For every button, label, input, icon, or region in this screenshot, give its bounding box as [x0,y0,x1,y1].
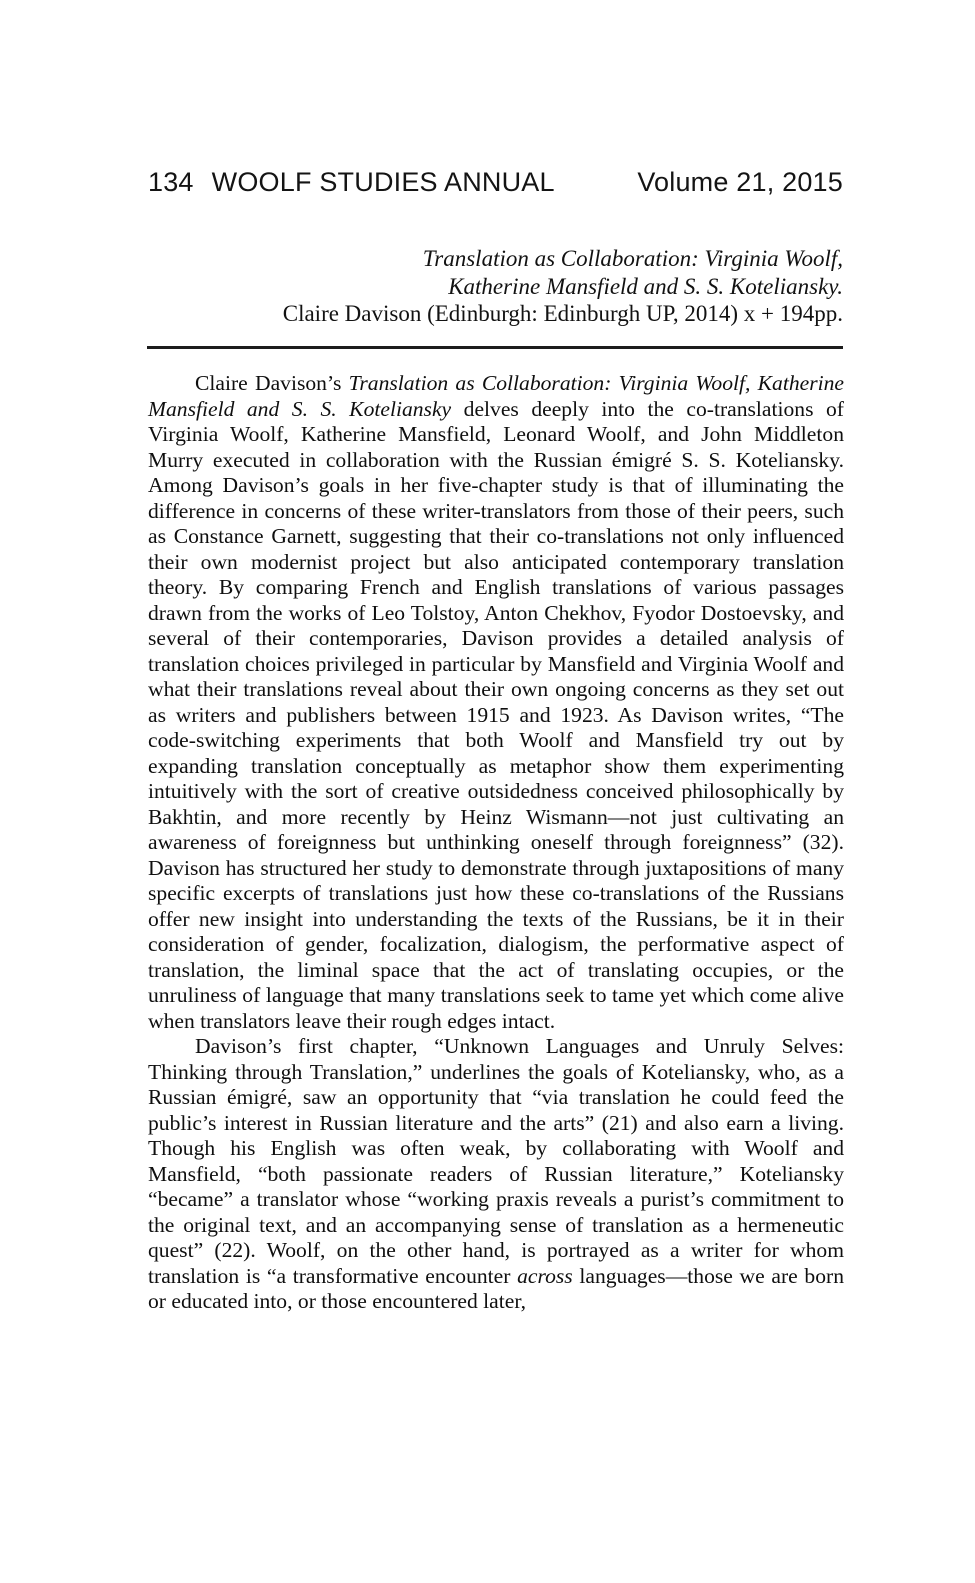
running-header-left [148,167,555,198]
page-number: 134 [148,167,194,197]
review-paragraph-2: Davison’s first chapter, “Unknown Languages and Unruly Selves: Thinking through Translation,” underlines the goals of Koteliansky, who, as a Russian émigré, saw an opportunity that “via translation he could feed the public’s interest in Russian literature and the arts” (21) and also earn a living. Though his English was often weak, by collaborating with Woolf and Mansfield, “both passionate readers of Russian literature,” Koteliansky “became” a translator whose “working praxis reveals a purist’s commitment to the original text, and an accompanying sense of translation as a hermeneutic quest” (22). Woolf, on the other hand, is portrayed as a writer for whom translation is “a transformative encounter across languages—those we are born or educated into, or those encountered later, [148,1034,845,1313]
review-paragraph-1: Claire Davison’s Translation as Collaboration: Virginia Woolf, Katherine Mansfield and S. S. Koteliansky delves deeply into the co-translations of Virginia Woolf, Katherine Mansfield, Leonard Woolf, and John Middleton Murry executed in collaboration with the Russian émigré S. S. Koteliansky. Among Davison’s goals in her five-chapter study is that of illuminating the difference in concerns of these writer-translators from those of their peers, such as Constance Garnett, suggesting that their co-translations not only influenced their own modernist project but also anticipated contemporary translation theory. By comparing French and English translations of various passages drawn from the works of Leo Tolstoy, Anton Chekhov, Fyodor Dostoevsky, and several of their contemporaries, Davison provides a detailed analysis of translation choices privileged in particular by Mansfield and Virginia Woolf and what their translations reveal about their own ongoing concerns as they set out as writers and publishers between 1915 and 1923. As Davison writes, “The code-switching experiments that both Woolf and Mansfield try out by expanding translation conceptually as metaphor show them experimenting intuitively with the sort of creative outsidedness conceived philosophically by Bakhtin, and more recently by Heinz Wismann—not just cultivating an awareness of foreignness but unthinking oneself through foreignness” (32). Davison has structured her study to demonstrate through juxtapositions of many specific excerpts of translations just how these co-translations of the Russians offer new insight into understanding the texts of the Russians, be it in their consideration of gender, focalization, dialogism, the performative aspect of translation, the liminal space that the act of translating occupies, or the unruliness of language that many translations seek to tame yet which come alive when translators leave their rough edges intact. [148,371,844,1033]
running-header-right [637,167,843,198]
volume-info: Volume 21, 2015 [637,167,843,197]
journal-title: WOOLF STUDIES ANNUAL [211,167,555,197]
review-text [148,371,844,1315]
book-title-line-1: Translation as Collaboration: Virginia Woolf, [422,246,843,271]
running-header [148,167,843,198]
section-divider-rule [147,346,843,349]
publication-info: Claire Davison (Edinburgh: Edinburgh UP, 2014) x + 194pp. [282,301,843,326]
book-title-line-2: Katherine Mansfield and S. S. Koteliansky. [448,273,843,299]
book-citation [148,245,843,328]
